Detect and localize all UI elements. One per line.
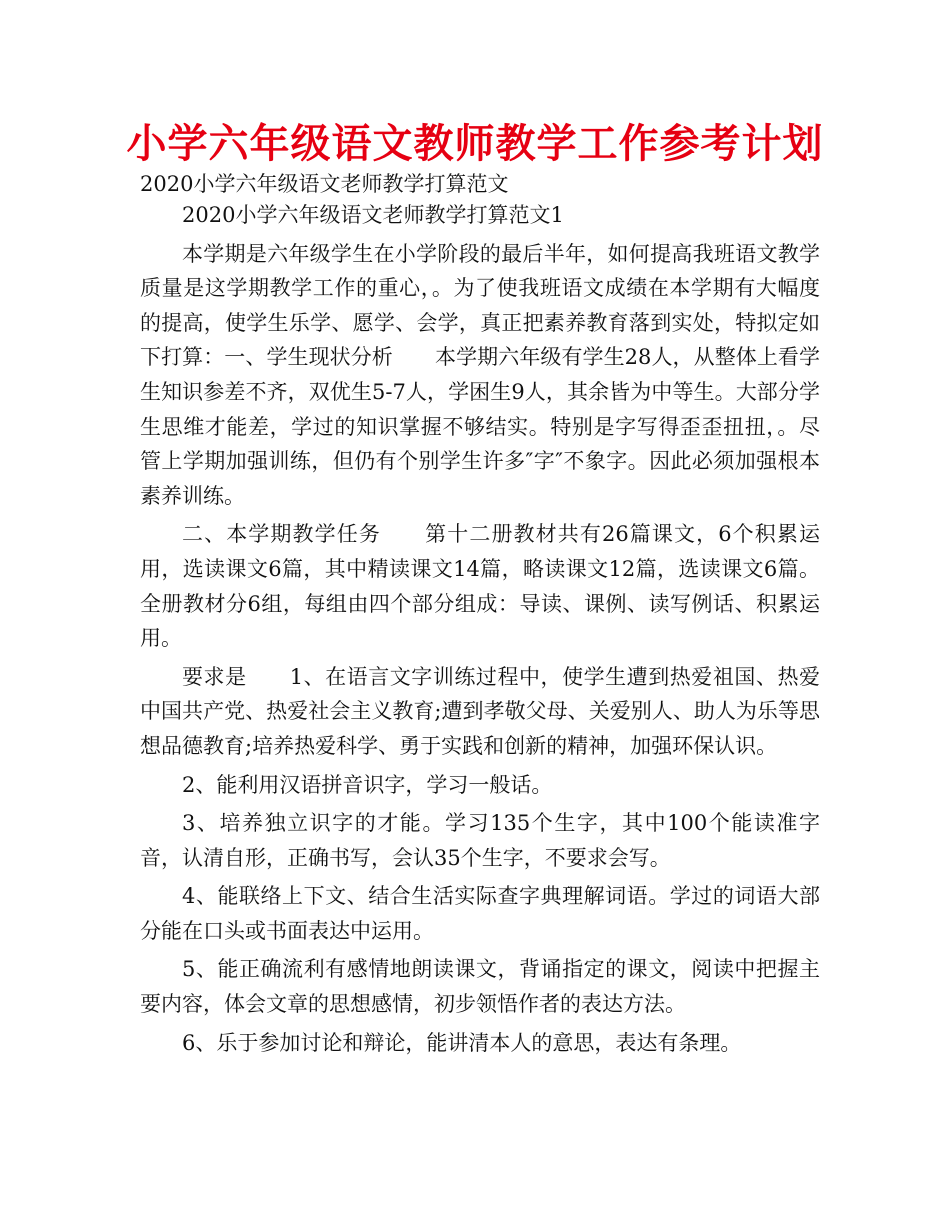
paragraph-requirement-2: 2、能利用汉语拼音识字，学习一般话。 bbox=[182, 772, 553, 797]
paragraph-requirement-5: 5、能正确流利有感情地朗读课文，背诵指定的课文，阅读中把握主要内容，体会文章的思想感情，初步领悟作者的表达方法。 bbox=[140, 957, 820, 1017]
paragraph-teaching-tasks: 二、本学期教学任务 第十二册教材共有26篇课文，6个积累运用，选读课文6篇，其中精读课文14篇，略读课文12篇，选读课文6篇。全册教材分6组，每组由四个部分组成：导读、课例、读写例话、积累运用。 bbox=[140, 522, 820, 651]
paragraph-student-analysis: 本学期是六年级学生在小学阶段的最后半年，如何提高我班语文教学质量是这学期教学工作的重心，。为了使我班语文成绩在本学期有大幅度的提高，使学生乐学、愿学、会学，真正把素养教育落到实处，特拟定如下打算：一、学生现状分析 本学期六年级有学生28人，从整体上看学生知识参差不齐，双优生5-7人，学困生9人，其余皆为中等生。大部分学生思维才能差，学过的知识掌握不够结实。特别是字写得歪歪扭扭，。尽管上学期加强训练，但仍有个别学生许多″字″不象字。因此必须加强根本素养训练。 bbox=[140, 241, 820, 508]
document-title: 小学六年级语文教师教学工作参考计划 bbox=[126, 121, 824, 167]
paragraph-requirement-1: 要求是 1、在语言文字训练过程中，使学生遭到热爱祖国、热爱中国共产党、热爱社会主义教育;遭到孝敬父母、关爱别人、助人为乐等思想品德教育;培养热爱科学、勇于实践和创新的精神，加强环保认识。 bbox=[140, 664, 820, 758]
paragraph-requirement-4: 4、能联络上下文、结合生活实际查字典理解词语。学过的词语大部分能在口头或书面表达中运用。 bbox=[140, 884, 820, 943]
paragraph-heading: 2020小学六年级语文老师教学打算范文1 bbox=[182, 203, 564, 227]
document-body bbox=[140, 198, 820, 1064]
document-subtitle: 2020小学六年级语文老师教学打算范文 bbox=[140, 172, 509, 196]
paragraph-requirement-3: 3、培养独立识字的才能。学习135个生字，其中100个能读准字音，认清自形，正确书写，会认35个生字，不要求会写。 bbox=[140, 811, 820, 870]
paragraph-requirement-6: 6、乐于参加讨论和辩论，能讲清本人的意思，表达有条理。 bbox=[182, 1030, 742, 1055]
